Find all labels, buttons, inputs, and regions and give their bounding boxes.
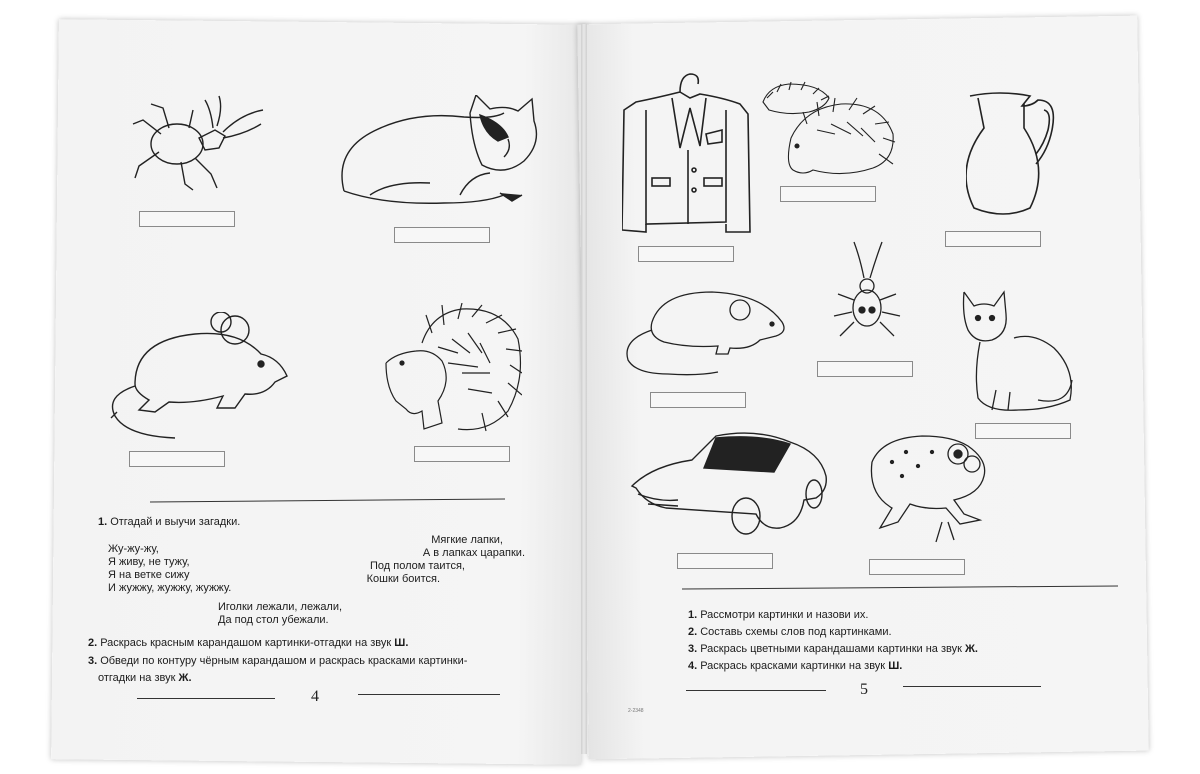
task-number: 3. [88,655,98,667]
task-1 [98,516,240,529]
task-sound: Ш. [888,660,903,672]
task-text: Обведи по контуру чёрным карандашом и раскрась красками картинки- [100,655,468,667]
task-text: отгадки на звук [98,672,179,684]
riddle-line: Иголки лежали, лежали, [218,601,343,613]
task-text: Рассмотри картинки и назови их. [700,609,869,621]
riddle-hedgehog [218,601,342,627]
footer-line [137,698,275,699]
page-number-left: 4 [311,688,319,705]
task-number: 3. [688,643,698,655]
task-sound: Ж. [964,643,978,655]
task-number: 2. [88,637,98,649]
hedgehogs-picture [757,80,897,185]
bug-picture [832,238,902,348]
footer-line [903,686,1041,687]
task-text: Раскрась цветными карандашами картинки на звук [700,643,965,655]
task-text: Составь схемы слов под картинками. [700,626,892,638]
word-scheme-box[interactable] [129,451,225,467]
cat-picture [330,95,555,215]
word-scheme-box[interactable] [394,227,490,243]
page-number-right: 5 [860,681,868,698]
word-scheme-box[interactable] [677,553,773,569]
task-text: Отгадай и выучи загадки. [110,516,241,528]
task-4 [688,660,902,673]
word-scheme-box[interactable] [869,559,965,575]
hedgehog-picture [382,303,522,438]
riddle-line: Жу-жу-жу, [108,543,159,555]
word-scheme-box[interactable] [638,246,734,262]
task-sound: Ш. [394,637,409,649]
print-code: 2-2348 [628,708,644,714]
riddle-line: Под полом таится, [370,560,465,572]
task-3 [88,655,467,668]
task-3 [688,643,978,656]
jug-picture [966,90,1056,220]
task-2 [688,626,892,639]
task-sound: Ж. [178,672,192,684]
sitting-cat-picture [958,290,1076,415]
task-text: Раскрась красным карандашом картинки-отгадки на звук [100,637,395,649]
footer-line [686,690,826,691]
task-3-continued [98,672,192,685]
riddle-line: Да под стол убежали. [218,614,329,626]
task-number: 1. [688,609,698,621]
riddle-cat [350,534,525,586]
riddle-line: И жужжу, жужжу, жужжу. [108,582,232,594]
word-scheme-box[interactable] [780,186,876,202]
footer-line [358,694,500,695]
stag-beetle-picture [125,82,275,202]
word-scheme-box[interactable] [414,446,510,462]
riddle-line: Я живу, не тужу, [108,556,190,568]
riddle-line: А в лапках царапки. [422,547,525,559]
task-number: 4. [688,660,698,672]
toad-picture [862,432,990,547]
riddle-line: Мягкие лапки, [431,534,503,546]
word-scheme-box[interactable] [139,211,235,227]
word-scheme-box[interactable] [817,361,913,377]
riddle-bug [108,543,231,595]
mouse-picture [105,312,295,440]
task-text: Раскрась красками картинки на звук [700,660,889,672]
jacket-picture [622,70,752,238]
car-picture [628,430,830,540]
task-1 [688,609,868,622]
task-number: 2. [688,626,698,638]
task-number: 1. [98,516,108,528]
word-scheme-box[interactable] [650,392,746,408]
rat-picture [622,282,792,382]
task-2 [88,637,408,650]
riddle-line: Кошки боится. [366,573,440,585]
riddle-line: Я на ветке сижу [108,569,190,581]
book-spine [581,24,587,754]
word-scheme-box[interactable] [945,231,1041,247]
